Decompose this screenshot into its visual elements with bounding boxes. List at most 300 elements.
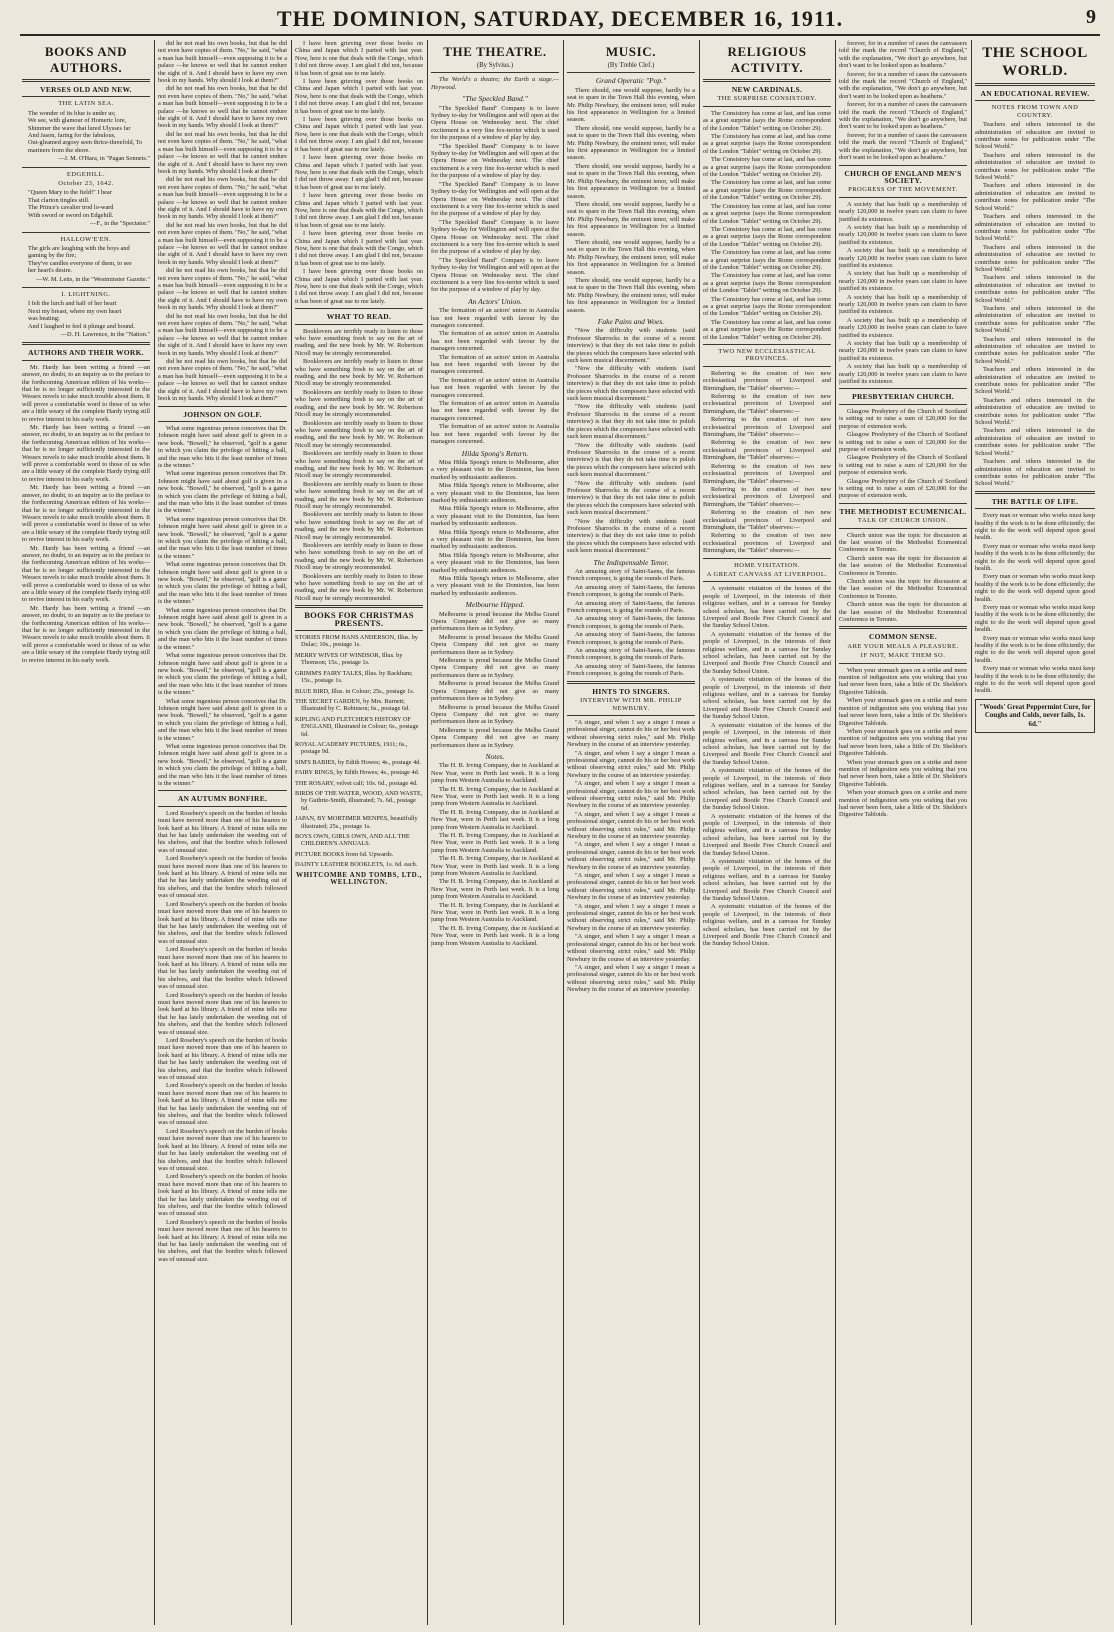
article-text: Booklovers are terribly ready to listen to those who have something fresh to say on the art of reading, and the new book by Mr. W. Robertson Nicoll may be strongly recommended. [295, 480, 423, 510]
poem-title: HALLOW'E'EN. [60, 235, 112, 243]
article-text: Teachers and others interested in the administration of education are invited to contribute notes for publication under "The School World." [975, 182, 1095, 212]
article-text: Teachers and others interested in the administration of education are invited to contribute notes for publication under "The School World." [975, 427, 1095, 457]
poem-line: The Prince's cavalier trod lo-ward [28, 204, 114, 212]
article-text: When your stomach goes on a strike and mere mention of indigestion sets you wishing that you had never been born, take a little of Dr. Sheldon's Digestive Tabloids. [839, 727, 967, 758]
poem-line: That clarion tingles still. [28, 196, 90, 204]
column-books-and-authors [22, 40, 150, 1625]
poem-date: October 23, 1642. [58, 180, 114, 188]
section-title: JOHNSON ON GOLF. [183, 409, 262, 419]
article-text: Booklovers are terribly ready to listen to those who have something fresh to say on the art of reading, and the new book by Mr. W. Robertson Nicoll may be strongly recommended. [295, 542, 423, 572]
section-title: MUSIC. [605, 44, 657, 59]
divider [22, 96, 150, 97]
subheading: ARE YOUR MEALS A PLEASURE. [847, 642, 959, 650]
divider [839, 165, 967, 166]
article-text: Mr. Hardy has been writing a friend —an answer, no doubt, to an inquiry as to the preface to the forthcoming American edition of his works—that he is no longer sufficiently interested in the Wessex novels to take much trouble about them. It will prove a comfortable word to those of us who are a little weary of the complete Hardy trying still to revive interest in his early work. [22, 544, 150, 604]
article-text: Melbourne is proud because the Melba Grand Opera Company did not give so many performances there as in Sydney. [431, 657, 559, 679]
divider [975, 83, 1095, 86]
article-text: There should, one would suppose, hardly be a seat to spare in the Town Hall this evening, when Mr. Philip Newbury, the eminent tenor, will make his first appearance in Wellington for a limited season. [567, 200, 695, 238]
list-item: BOYS OWN, GIRLS OWN, AND ALL THE CHILDREN'S ANNUALS. [295, 833, 410, 848]
article-text: What some ingenious person conceives that Dr. Johnson might have said about golf is given in a new book. "Bowell," he observed, "golf is a game in which you claim the privilege of hitting a ball, and the man who hits it the least number of times is the winner." [158, 652, 287, 697]
subheading: THE SURPRISE CONSISTORY. [717, 95, 817, 103]
subheading: Melbourne Hipped. [465, 600, 525, 610]
subheading: Grand Operatic "Pop." [595, 76, 667, 86]
article-text: "A singer, and when I say a singer I mean a professional singer, cannot do his or her best work without observing strict rules," said Mr. Philip Newbury in the course of an interview yesterday. [567, 749, 695, 779]
poem-title: EDGEHILL. [66, 170, 106, 178]
advertisement: "Woods' Great Peppermint Cure, for Coughs and Colds, never fails, 1s. 6d." [975, 699, 1095, 733]
article-text: What some ingenious person conceives that Dr. Johnson might have said about golf is given in a new book. "Bowell," he observed, "golf is a game in which you claim the privilege of hitting a ball, and the man who hits it the least number of times is the winner." [158, 424, 287, 469]
article-text: The H. B. Irving Company, due in Auckland at New Year, were in Perth last week. It is a long jump from Western Australia to Auckland. [431, 762, 559, 785]
article-text: "A singer, and when I say a singer I mean a professional singer, cannot do his or her best work without observing strict rules," said Mr. Philip Newbury in the course of an interview yesterday. [567, 933, 695, 963]
article-text: Every man or woman who works must keep healthy if the work is to be done efficiently; the night to do the work will depend upon good health. [975, 665, 1095, 695]
subsection-title: NEW CARDINALS. [731, 85, 803, 94]
article-text: A society that has built up a membership of nearly 120,000 in twelve years can claim to have justified its existence. [839, 247, 967, 269]
article-text: I have been grieving over those books on China and Japan which I parted with last year. Now, here is one that deals with the Congo, which I did not throw away. I am glad I did not, because it has been of great use to me lately. [295, 192, 423, 229]
article-text: Every man or woman who works must keep healthy if the work is to be done efficiently; the night to do the work will depend upon good health. [975, 573, 1095, 603]
poem-line: With sword or sword on Edgehill. [28, 211, 114, 219]
divider [22, 360, 150, 361]
article-text: did he not read his own books, but that he did not even have copies of them. "No," he said, "what a man has built himself—even supposing it to be a palace —he knows so well that he cannot endure the sight of it. And I should have to have my own book in my hands. Why should I look at them?" [158, 312, 287, 357]
article-text: Melbourne is proud because the Melba Grand Opera Company did not give so many performances there as in Sydney. [431, 610, 559, 633]
subheading: Notes. [485, 751, 505, 761]
article-text: When your stomach goes on a strike and mere mention of indigestion sets you wishing that you had never been born, take a little of Dr. Sheldon's Digestive Tabloids. [839, 666, 967, 696]
article-text: "Now the difficulty with students (said Professor Sharrocks in the course of a recent interview) is that they do not take time to polish the pieces which the composers have selected with such keen musical discernment." [567, 441, 695, 479]
article-text: A society that has built up a membership of nearly 120,000 in twelve years can claim to have justified its existence. [839, 363, 967, 386]
divider [295, 324, 423, 325]
article-text: Booklovers are terribly ready to listen to those who have something fresh to say on the art of reading, and the new book by Mr. W. Robertson Nicoll may be strongly recommended. [295, 327, 423, 357]
column-rule [835, 40, 836, 1625]
article-text: Teachers and others interested in the administration of education are invited to contribute notes for publication under "The School World." [975, 151, 1095, 182]
article-text: Melbourne is proud because the Melba Grand Opera Company did not give so many performances there as in Sydney. [431, 726, 559, 749]
article-text: "A singer, and when I say a singer I mean a professional singer, cannot do his or her best work without observing strict rules," said Mr. Philip Newbury in the course of an interview yesterday. [567, 902, 695, 932]
poem-line: Next my breast, where my own heart [28, 307, 122, 315]
article-text: "Now the difficulty with students (said Professor Sharrocks in the course of a recent interview) is that they do not take time to polish the pieces which the composers have selected with such keen musical discernment." [567, 479, 695, 517]
article-text: Miss Hilda Spong's return to Melbourne, after a very pleasant visit to the Dominion, has been marked by enthusiastic audiences. [431, 482, 559, 504]
divider [295, 605, 423, 608]
article-text: The formation of an actors' union in Australia has not been regarded with favour by the managers concerned. [431, 376, 559, 399]
poem-line: her heart's desire. [28, 267, 72, 275]
divider [158, 406, 287, 407]
article-text: The Consistory has come at last, and has come as a great surprise (says the Rome correspondent of the London "Tablet" writing on October 29). [703, 225, 831, 248]
article-text: The Consistory has come at last, and has come as a great surprise (says the Rome correspondent of the London "Tablet" writing on October 29). [703, 109, 831, 132]
article-text: A society that has built up a membership of nearly 120,000 in twelve years can claim to have justified its existence. [839, 316, 967, 339]
article-text: The Consistory has come at last, and has come as a great surprise (says the Rome correspondent of the London "Tablet" writing on October 29). [703, 202, 831, 225]
article-text: The H. B. Irving Company, due in Auckland at New Year, were in Perth last week. It is a long jump from Western Australia to Auckland. [431, 901, 559, 924]
article-text: A systematic visitation of the homes of the people of Liverpool, in the interests of their religious welfare, and in a canvass for Sunday school scholars, has been carried out by the Liverpool and Bootle Free Church Council and the Sunday School Union. [703, 903, 831, 948]
article-text: Teachers and others interested in the administration of education are invited to contribute notes for publication under "The School World." [975, 396, 1095, 427]
article-text: forever, for in a number of cases the canvassers told the mark the record "Church of England," with the explanation, "We don't go anywhere, but don't want to be looked upon as heathens." [839, 70, 967, 100]
list-item: BLUE BIRD, Illus. in Colour; 25s., postage 1s. [295, 687, 415, 695]
column-books-continued [158, 40, 287, 1625]
article-text: Every man or woman who works must keep healthy if the work is to be done efficiently; the night to do the work will depend upon good health. [975, 604, 1095, 634]
article-text: Referring to the creation of two new ecclesiastical provinces of Liverpool and Birmingham, the "Tablet" observes:— [703, 369, 831, 392]
list-item: JAPAN, BY MORTIMER MENPES, beautifully illustrated; 25s., postage 1s. [295, 815, 418, 830]
article-text: A society that has built up a membership of nearly 120,000 in twelve years can claim to have justified its existence. [839, 200, 967, 223]
article-text: The Consistory has come at last, and has come as a great surprise (says the Rome correspondent of the London "Tablet" writing on October 29). [703, 133, 831, 155]
article-text: The H. B. Irving Company, due in Auckland at New Year, were in Perth last week. It is a long jump from Western Australia to Auckland. [431, 855, 559, 878]
page-number: 9 [1086, 6, 1096, 28]
article-text: Teachers and others interested in the administration of education are invited to contribute notes for publication under "The School World." [975, 304, 1095, 335]
article-text: An amusing story of Saint-Saens, the famous French composer, is going the rounds of Paris. [567, 647, 695, 662]
divider [839, 197, 967, 198]
article-text: The H. B. Irving Company, due in Auckland at New Year, were in Perth last week. It is a long jump from Western Australia to Auckland. [431, 924, 559, 947]
list-item: STORIES FROM HANS ANDERSON, Illus. by Dulac; 10s., postage 1s. [295, 634, 418, 649]
article-text: A systematic visitation of the homes of the people of Liverpool, in the interests of their religious welfare, and in a canvass for Sunday school scholars, has been carried out by the Liverpool and Bootle Free Church Council and the Sunday School Union. [703, 767, 831, 812]
article-text: Teachers and others interested in the administration of education are invited to contribute notes for publication under "The School World." [975, 121, 1095, 151]
article-text: The Consistory has come at last, and has come as a great surprise (says the Rome correspondent of the London "Tablet" writing on October 29). [703, 272, 831, 295]
article-text: Teachers and others interested in the administration of education are invited to contribute notes for publication under "The School World." [975, 458, 1095, 488]
article-text: "Now the difficulty with students (said Professor Sharrocks in the course of a recent interview) is that they do not take time to polish the pieces which the composers have selected with such keen musical discernment." [567, 517, 695, 555]
poem [22, 291, 150, 338]
article-text: The Consistory has come at last, and has come as a great surprise (says the Rome correspondent of the London "Tablet" writing on October 29). [703, 249, 831, 271]
list-item: THE SECRET GARDEN, by Mrs. Burnett; Illustrated by C. Robinson; 6s., postage 6d. [295, 697, 410, 713]
poem-line: The wonder of its blue is under us; [28, 109, 116, 117]
article-text: I have been grieving over those books on China and Japan which I parted with last year. Now, here is one that deals with the Congo, which I did not throw away. I am glad I did not, because it has been of great use to me lately. [295, 230, 423, 267]
article-text: Church union was the topic for discussion at the last session of the Methodist Ecumenical Conference in Toronto. [839, 601, 967, 624]
poem [22, 236, 150, 283]
divider [703, 344, 831, 345]
poem-attribution: —J. M. O'Hara, in "Pagan Sonnets." [58, 155, 150, 163]
subheading: HOME VISITATION. [734, 561, 800, 569]
article-text: Glasgow Presbytery of the Church of Scotland is setting out to raise a sum of £20,000 for the purpose of extension work. [839, 477, 967, 500]
divider [839, 404, 967, 405]
article-text: Miss Hilda Spong's return to Melbourne, after a very pleasant visit to the Dominion, has been marked by enthusiastic audiences. [431, 575, 559, 597]
divider [567, 681, 695, 684]
article-text: There should, one would suppose, hardly be a seat to spare in the Town Hall this evening, when Mr. Philip Newbury, the eminent tenor, will make his first appearance in Wellington for a limited season. [567, 124, 695, 162]
article-text: forever, for in a number of cases the canvassers told the mark the record "Church of England," with the explanation, "We don't go anywhere, but don't want to be looked upon as heathens." [839, 101, 967, 131]
article-text: "Now the difficulty with students (said Professor Sharrocks in the course of a recent interview) is that they do not take time to polish the pieces which the composers have selected with such keen musical discernment." [567, 403, 695, 441]
subheading: TWO NEW ECCLESIASTICAL PROVINCES. [718, 348, 816, 363]
divider [975, 508, 1095, 509]
section-title: RELIGIOUS ACTIVITY. [727, 44, 807, 75]
article-text: What some ingenious person conceives that Dr. Johnson might have said about golf is given in a new book. "Bowell," he observed, "golf is a game in which you claim the privilege of hitting a ball, and the man who hits it the least number of times is the winner." [158, 561, 287, 606]
article-text: A systematic visitation of the homes of the people of Liverpool, in the interests of their religious welfare, and in a canvass for Sunday school scholars, has been carried out by the Liverpool and Bootle Free Church Council and the Sunday School Union. [703, 812, 831, 857]
subheading: Fake Pains and Woes. [597, 317, 665, 326]
article-text: There should, one would suppose, hardly be a seat to spare in the Town Hall this evening, when Mr. Philip Newbury, the eminent tenor, will make his first appearance in Wellington for a limited season. [567, 276, 695, 314]
article-text: When your stomach goes on a strike and mere mention of indigestion sets you wishing that you had never been born, take a little of Dr. Sheldon's Digestive Tabloids. [839, 758, 967, 788]
article-text: did he not read his own books, but that he did not even have copies of them. "No," he said, "what a man has built himself—even supposing it to be a palace —he knows so well that he cannot endure the sight of it. And I should have to have my own book in my hands. Why should I look at them?" [158, 221, 287, 266]
divider [839, 528, 967, 529]
article-text: Mr. Hardy has been writing a friend —an answer, no doubt, to an inquiry as to the preface to the forthcoming American edition of his works—that he is no longer sufficiently interested in the Wessex novels to take much trouble about them. It will prove a comfortable word to those of us who are a little weary of the complete Hardy trying still to revive interest in his early work. [22, 604, 150, 664]
article-text: "Now the difficulty with students (said Professor Sharrocks in the course of a recent interview) is that they do not take time to polish the pieces which the composers have selected with such keen musical discernment." [567, 365, 695, 403]
article-text: An amusing story of Saint-Saens, the famous French composer, is going the rounds of Paris. [567, 568, 695, 583]
article-text: "A singer, and when I say a singer I mean a professional singer, cannot do his or her best work without observing strict rules," said Mr. Philip Newbury in the course of an interview yesterday. [567, 872, 695, 902]
article-text: Teachers and others interested in the administration of education are invited to contribute notes for publication under "The School World." [975, 366, 1095, 396]
subheading: TALK OF CHURCH UNION. [857, 517, 949, 525]
article-text: The formation of an actors' union in Australia has not been regarded with favour by the managers concerned. [431, 400, 559, 422]
section-title: AN AUTUMN BONFIRE. [177, 794, 268, 804]
article-text: Melbourne is proud because the Melba Grand Opera Company did not give so many performances there as in Sydney. [431, 633, 559, 656]
article-text: Lord Rosebery's speech on the burden of books must have moved more than one of his hearers to look hard at his library. A friend of mine tells me that he has lately undertaken the weeding out of his shelves, and that the bonfire which followed was of unusual size. [158, 991, 287, 1036]
poem-line: They've candles everyone of them, to see [28, 259, 132, 267]
advertiser-name: WHITCOMBE AND TOMBS, LTD., WELLINGTON. [296, 870, 422, 887]
article-text: Lord Rosebery's speech on the burden of books must have moved more than one of his hearers to look hard at his library. A friend of mine tells me that he has lately undertaken the weeding out of his shelves, and that the bonfire which followed was of unusual size. [158, 946, 287, 991]
article-text: Booklovers are terribly ready to listen to those who have something fresh to say on the art of reading, and the new book by Mr. W. Robertson Nicoll may be strongly recommended. [295, 572, 423, 602]
poem-line: Shimmer the wave that lured Ulysses far [28, 124, 131, 132]
section-title: CHURCH OF ENGLAND MEN'S SOCIETY. [844, 168, 962, 185]
article-text: Teachers and others interested in the administration of education are invited to contribute notes for publication under "The School World." [975, 213, 1095, 243]
poem-attribution: —W. M. Letts, in the "Westminster Gazette." [36, 275, 150, 283]
article-text: Glasgow Presbytery of the Church of Scotland is setting out to raise a sum of £20,000 for the purpose of extension work. [839, 431, 967, 453]
article-text: I have been grieving over those books on China and Japan which I parted with last year. Now, here is one that deals with the Congo, which I did not throw away. I am glad I did not, because it has been of great use to me lately. [295, 154, 423, 191]
poem-title: I. LIGHTNING. [61, 290, 111, 298]
subheading: INTERVIEW WITH MR. PHILIP NEWBURY. [580, 697, 682, 712]
list-item: MERRY WIVES OF WINDSOR, Illus. by Thomson; 15s., postage 1s. [295, 651, 403, 667]
section-title: THE THEATRE. [443, 44, 547, 59]
article-text: The H. B. Irving Company, due in Auckland at New Year, were in Perth last week. It is a long jump from Western Australia to Auckland. [431, 832, 559, 854]
article-text: Every man or woman who works must keep healthy if the work is to be done efficiently; the night to do the work will depend upon good health. [975, 512, 1095, 542]
divider [22, 79, 150, 82]
article-text: Miss Hilda Spong's return to Melbourne, after a very pleasant visit to the Dominion, has been marked by enthusiastic audiences. [431, 458, 559, 481]
article-text: I have been grieving over those books on China and Japan which I parted with last year. Now, here is one that deals with the Congo, which I did not throw away. I am glad I did not, because it has been of great use to me lately. [295, 116, 423, 153]
article-text: did he not read his own books, but that he did not even have copies of them. "No," he said, "what a man has built himself—even supposing it to be a palace —he knows so well that he cannot endure the sight of it. And I should have to have my own book in my hands. Why should I look at them?" [158, 176, 287, 221]
column-what-to-read [295, 40, 423, 1625]
article-text: "A singer, and when I say a singer I mean a professional singer, cannot do his or her best work without observing strict rules," said Mr. Philip Newbury in the course of an interview yesterday. [567, 780, 695, 810]
article-text: Booklovers are terribly ready to listen to those who have something fresh to say on the art of reading, and the new book by Mr. W. Robertson Nicoll may be strongly recommended. [295, 358, 423, 388]
list-item: GRIMM'S FAIRY TALES, Illus. by Rackham; 15s., postage 1s. [295, 669, 413, 685]
article-text: There should, one would suppose, hardly be a seat to spare in the Town Hall this evening, when Mr. Philip Newbury, the eminent tenor, will make his first appearance in Wellington for a limited season. [567, 238, 695, 276]
section-title: BOOKS AND AUTHORS. [44, 44, 128, 75]
column-theatre [431, 40, 559, 1625]
article-text: Booklovers are terribly ready to listen to those who have something fresh to say on the art of reading, and the new book by Mr. W. Robertson Nicoll may be strongly recommended. [295, 419, 423, 449]
divider [567, 715, 695, 716]
article-text: Melbourne is proud because the Melba Grand Opera Company did not give so many performances there as in Sydney. [431, 703, 559, 726]
article-text: Lord Rosebery's speech on the burden of books must have moved more than one of his hearers to look hard at his library. A friend of mine tells me that he has lately undertaken the weeding out of his shelves, and that the bonfire which followed was of unusual size. [158, 1218, 287, 1263]
article-text: did he not read his own books, but that he did not even have copies of them. "No," he said, "what a man has built himself—even supposing it to be a palace —he knows so well that he cannot endure the sight of it. And I should have to have my own book in my hands. Why should I look at them?" [158, 267, 287, 312]
article-text: Booklovers are terribly ready to listen to those who have something fresh to say on the art of reading, and the new book by Mr. W. Robertson Nicoll may be strongly recommended. [295, 511, 423, 541]
article-text: "Now the difficulty with students (said Professor Sharrocks in the course of a recent interview) is that they do not take time to polish the pieces which the composers have selected with such keen musical discernment." [567, 327, 695, 365]
article-text: Referring to the creation of two new ecclesiastical provinces of Liverpool and Birmingham, the "Tablet" observes:— [703, 416, 831, 439]
section-title: HINTS TO SINGERS. [592, 686, 670, 696]
subsection-title: VERSES OLD AND NEW. [40, 85, 132, 94]
article-text: I have been grieving over those books on China and Japan which I parted with last year. Now, here is one that deals with the Congo, which I did not throw away. I am glad I did not, because it has been of great use to me lately. [295, 40, 423, 77]
article-text: When your stomach goes on a strike and mere mention of indigestion sets you wishing that you had never been born, take a little of Dr. Sheldon's Digestive Tabloids. [839, 697, 967, 727]
article-text: The Consistory has come at last, and has come as a great surprise (says the Rome correspondent of the London "Tablet" writing on October 29). [703, 156, 831, 179]
column-rule [971, 40, 972, 1625]
article-text: There should, one would suppose, hardly be a seat to spare in the Town Hall this evening, when Mr. Philip Newbury, the eminent tenor, will make his first appearance in Wellington for a limited season. [567, 86, 695, 124]
article-text: Teachers and others interested in the administration of education are invited to contribute notes for publication under "The School World." [975, 335, 1095, 365]
article-text: The H. B. Irving Company, due in Auckland at New Year, were in Perth last week. It is a long jump from Western Australia to Auckland. [431, 808, 559, 831]
subheading: A GREAT CANVASS AT LIVERPOOL. [706, 570, 828, 578]
subheading: IF NOT, MAKE THEM SO. [860, 652, 946, 660]
article-text: Mr. Hardy has been writing a friend —an answer, no doubt, to an inquiry as to the preface to the forthcoming American edition of his works—that he is no longer sufficiently interested in the Wessex novels to take much trouble about them. It will prove a comfortable word to those of us who are a little weary of the complete Hardy trying still to revive interest in his early work. [22, 424, 150, 483]
article-text: did he not read his own books, but that he did not even have copies of them. "No," he said, "what a man has built himself—even supposing it to be a palace —he knows so well that he cannot endure the sight of it. And I should have to have my own book in my hands. Why should I look at them?" [158, 130, 287, 175]
article-text: Teachers and others interested in the administration of education are invited to contribute notes for publication under "The School World." [975, 243, 1095, 273]
divider [22, 287, 150, 288]
poem-line: And Jason, faring for the fabulous, [28, 132, 116, 140]
article-text: Lord Rosebery's speech on the burden of books must have moved more than one of his hearers to look hard at his library. A friend of mine tells me that he has lately undertaken the weeding out of his shelves, and that the bonfire which followed was of unusual size. [158, 855, 287, 900]
article-text: An amusing story of Saint-Saens, the famous French composer, is going the rounds of Paris. [567, 662, 695, 678]
article-text: Melbourne is proud because the Melba Grand Opera Company did not give so many performances there as in Sydney. [431, 680, 559, 703]
divider [839, 626, 967, 629]
divider [22, 167, 150, 168]
section-title: THE SCHOOL WORLD. [982, 45, 1088, 79]
article-text: A systematic visitation of the homes of the people of Liverpool, in the interests of their religious welfare, and in a canvass for Sunday school scholars, has been carried out by the Liverpool and Bootle Free Church Council and the Sunday School Union. [703, 585, 831, 630]
article-text: What some ingenious person conceives that Dr. Johnson might have said about golf is given in a new book. "Bowell," he observed, "golf is a game in which you claim the privilege of hitting a ball, and the man who hits it the least number of times is the winner." [158, 606, 287, 651]
divider [703, 366, 831, 367]
article-text: An amusing story of Saint-Saens, the famous French composer, is going the rounds of Paris. [567, 583, 695, 599]
divider [158, 790, 287, 791]
list-item: SIM'S BABIES, by Edith Howes; 4s., postage 4d. [295, 758, 421, 766]
article-text: Lord Rosebery's speech on the burden of books must have moved more than one of his hearers to look hard at his library. A friend of mine tells me that he has lately undertaken the weeding out of his shelves, and that the bonfire which followed was of unusual size. [158, 1127, 287, 1172]
article-text: An amusing story of Saint-Saens, the famous French composer, is going the rounds of Paris. [567, 615, 695, 630]
poem-attribution: —F., in the "Spectator." [90, 220, 150, 228]
column-rule [563, 40, 564, 1625]
article-text: The formation of an actors' union in Australia has not been regarded with favour by the managers concerned. [431, 330, 559, 353]
article-text: "A singer, and when I say a singer I mean a professional singer, cannot do his or her best work without observing strict rules," said Mr. Philip Newbury in the course of an interview yesterday. [567, 841, 695, 871]
divider [839, 663, 967, 664]
article-text: Lord Rosebery's speech on the burden of books must have moved more than one of his hearers to look hard at his library. A friend of mine tells me that he has lately undertaken the weeding out of his shelves, and that the bonfire which followed was of unusual size. [158, 1037, 287, 1082]
article-text: An amusing story of Saint-Saens, the famous French composer, is going the rounds of Paris. [567, 631, 695, 646]
list-item: FAIRY RINGS, by Edith Howes; 4s., postage 4d. [295, 769, 420, 777]
poem-line: gaming by the fire; [28, 252, 77, 260]
article-text: A systematic visitation of the homes of the people of Liverpool, in the interests of their religious welfare, and in a canvass for Sunday school scholars, has been carried out by the Liverpool and Bootle Free Church Council and the Sunday School Union. [703, 630, 831, 675]
subheading: NOTES FROM TOWN AND COUNTRY. [991, 104, 1079, 119]
poem [22, 171, 150, 228]
poem-line: "Queen Mary to the field!" I hear [28, 189, 112, 197]
article-text: There should, one would suppose, hardly be a seat to spare in the Town Hall this evening, when Mr. Philip Newbury, the eminent tenor, will make his first appearance in Wellington for a limited season. [567, 162, 695, 200]
advert-title: BOOKS FOR CHRISTMAS PRESENTS. [304, 610, 414, 628]
section-title: THE BATTLE OF LIFE. [991, 496, 1079, 506]
poem-line: And I laughed to feel it plunge and bound. [28, 322, 135, 330]
subheading: An Actors' Union. [468, 296, 522, 306]
article-text: I have been grieving over those books on China and Japan which I parted with last year. Now, here is one that deals with the Congo, which I did not throw away. I am glad I did not, because it has been of great use to me lately. [295, 78, 423, 115]
article-text: The formation of an actors' union in Australia has not been regarded with favour by the managers concerned. [431, 353, 559, 376]
article-text: Glasgow Presbytery of the Church of Scotland is setting out to raise a sum of £20,000 for the purpose of extension work. [839, 407, 967, 430]
article-text: "A singer, and when I say a singer I mean a professional singer, cannot do his or her best work without observing strict rules," said Mr. Philip Newbury in the course of an interview yesterday. [567, 963, 695, 994]
article-text: What some ingenious person conceives that Dr. Johnson might have said about golf is given in a new book. "Bowell," he observed, "golf is a game in which you claim the privilege of hitting a ball, and the man who hits it the least number of times is the winner." [158, 742, 287, 787]
article-text: Church union was the topic for discussion at the last session of the Methodist Ecumenical Conference in Toronto. [839, 531, 967, 554]
column-religious-activity [703, 40, 831, 1625]
article-text: Referring to the creation of two new ecclesiastical provinces of Liverpool and Birmingham, the "Tablet" observes:— [703, 485, 831, 508]
divider [158, 421, 287, 422]
divider [158, 806, 287, 807]
divider [295, 630, 423, 631]
article-text: Lord Rosebery's speech on the burden of books must have moved more than one of his hearers to look hard at his library. A friend of mine tells me that he has lately undertaken the weeding out of his shelves, and that the bonfire which followed was of unusual size. [158, 900, 287, 945]
divider [703, 581, 831, 582]
newspaper-title: THE DOMINION, SATURDAY, DECEMBER 16, 1911. [276, 6, 844, 31]
article-text: Mr. Hardy has been writing a friend —an answer, no doubt, to an inquiry as to the preface to the forthcoming American edition of his works—that he is no longer sufficiently interested in the Wessex novels to take much trouble about them. It will prove a comfortable word to those of us who are a little weary of the complete Hardy trying still to revive interest in his early work. [22, 484, 150, 544]
poem-line: was beating; [28, 315, 60, 323]
list-item: ROYAL ACADEMY PICTURES, 1911; 6s., postage 9d. [295, 740, 408, 756]
article-text: Referring to the creation of two new ecclesiastical provinces of Liverpool and Birmingham, the "Tablet" observes:— [703, 393, 831, 415]
divider [703, 79, 831, 82]
article-text: Referring to the creation of two new ecclesiastical provinces of Liverpool and Birmingham, the "Tablet" observes:— [703, 462, 831, 485]
subheading: "The Speckled Band." [462, 94, 528, 104]
divider [703, 106, 831, 107]
article-text: When your stomach goes on a strike and mere mention of indigestion sets you wishing that you had never been born, take a little of Dr. Sheldon's Digestive Tabloids. [839, 789, 967, 819]
article-text: What some ingenious person conceives that Dr. Johnson might have said about golf is given in a new book. "Bowell," he observed, "golf is a game in which you claim the privilege of hitting a ball, and the man who hits it the least number of times is the winner." [158, 515, 287, 560]
subheading: PROGRESS OF THE MOVEMENT. [848, 186, 958, 194]
article-text: What some ingenious person conceives that Dr. Johnson might have said about golf is given in a new book. "Bowell," he observed, "golf is a game in which you claim the privilege of hitting a ball, and the man who hits it the least number of times is the winner." [158, 697, 287, 742]
article-text: "The Speckled Band" Company is to leave Sydney to-day for Wellington and will open at the Opera House on Wednesday next. The chief excitement is a very fine fox-terrier which is used for the purpose of a window of play by day. [431, 256, 559, 294]
article-text: What some ingenious person conceives that Dr. Johnson might have said about golf is given in a new book. "Bowell," he observed, "golf is a game in which you claim the privilege of hitting a ball, and the man who hits it the least number of times is the winner." [158, 470, 287, 515]
section-title: WHAT TO READ. [326, 312, 392, 322]
poem-line: Out-gleamed argosy seen thrice-threefold, To mariners from the shore. [28, 139, 143, 154]
article-text: A society that has built up a membership of nearly 120,000 in twelve years can claim to have justified its existence. [839, 223, 967, 246]
article-text: did he not read his own books, but that he did not even have copies of them. "No," he said, "what a man has built himself—even supposing it to be a palace —he knows so well that he cannot endure the sight of it. And I should have to have my own book in my hands. Why should I look at them?" [158, 358, 287, 403]
divider [839, 503, 967, 504]
list-item: DAINTY LEATHER BOOKLETS, 1s. 6d. each. [295, 861, 418, 869]
article-text: Referring to the creation of two new ecclesiastical provinces of Liverpool and Birmingham, the "Tablet" observes:— [703, 509, 831, 531]
divider [431, 72, 559, 73]
article-text: Lord Rosebery's speech on the burden of books must have moved more than one of his hearers to look hard at his library. A friend of mine tells me that he has lately undertaken the weeding out of his shelves, and that the bonfire which followed was of unusual size. [158, 1082, 287, 1127]
article-text: Miss Hilda Spong's return to Melbourne, after a very pleasant visit to the Dominion, has been marked by enthusiastic audiences. [431, 551, 559, 574]
article-text: A systematic visitation of the homes of the people of Liverpool, in the interests of their religious welfare, and in a canvass for Sunday school scholars, has been carried out by the Liverpool and Bootle Free Church Council and the Sunday School Union. [703, 721, 831, 766]
column-rule [427, 40, 428, 1625]
divider [839, 388, 967, 389]
article-text: Booklovers are terribly ready to listen to those who have something fresh to say on the art of reading, and the new book by Mr. W. Robertson Nicoll may be strongly recommended. [295, 450, 423, 480]
article-text: Every man or woman who works must keep healthy if the work is to be done efficiently; the night to do the work will depend upon good health. [975, 542, 1095, 572]
article-text: The Consistory has come at last, and has come as a great surprise (says the Rome correspondent of the London "Tablet" writing on October 29). [703, 318, 831, 341]
list-item: PICTURE BOOKS from 6d. Upwards. [295, 850, 394, 858]
article-text: The H. B. Irving Company, due in Auckland at New Year, were in Perth last week. It is a long jump from Western Australia to Auckland. [431, 878, 559, 901]
article-text: Miss Hilda Spong's return to Melbourne, after a very pleasant visit to the Dominion, has been marked by enthusiastic audiences. [431, 505, 559, 528]
article-text: forever, for in a number of cases the canvassers told the mark the record "Church of England," with the explanation, "We don't go anywhere, but don't want to be looked upon as heathens." [839, 40, 967, 70]
subheading: Hilda Spong's Return. [461, 448, 529, 458]
article-text: The Consistory has come at last, and has come as a great surprise (says the Rome correspondent of the London "Tablet" writing on October 29). [703, 179, 831, 202]
article-text: A society that has built up a membership of nearly 120,000 in twelve years can claim to have justified its existence. [839, 340, 967, 362]
masthead [20, 4, 1100, 36]
article-text: The formation of an actors' union in Australia has not been regarded with favour by the managers concerned. [431, 423, 559, 446]
column-church-news [839, 40, 967, 1625]
column-rule [154, 40, 155, 1625]
column-music [567, 40, 695, 1625]
article-text: Teachers and others interested in the administration of education are invited to contribute notes for publication under "The School World." [975, 274, 1095, 304]
article-text: A society that has built up a membership of nearly 120,000 in twelve years can claim to have justified its existence. [839, 270, 967, 293]
poem-title: THE LATIN SEA. [58, 100, 114, 108]
poem-line: We see, with glamour of Homeric lore, [28, 117, 127, 125]
article-text: did he not read his own books, but that he did not even have copies of them. "No," he said, "what a man has built himself—even supposing it to be a palace —he knows so well that he cannot endure the sight of it. And I should have to have my own book in my hands. Why should I look at them?" [158, 85, 287, 130]
article-text: A systematic visitation of the homes of the people of Liverpool, in the interests of their religious welfare, and in a canvass for Sunday school scholars, has been carried out by the Liverpool and Bootle Free Church Council and the Sunday School Union. [703, 676, 831, 721]
list-item: THE ROSARY, velvet calf; 10s. 6d., postage 4d. [295, 779, 418, 787]
article-text: Referring to the creation of two new ecclesiastical provinces of Liverpool and Birmingham, the "Tablet" observes:— [703, 439, 831, 462]
poem-attribution: —D. H. Lawrence, in the "Nation." [60, 330, 150, 338]
article-text: "A singer, and when I say a singer I mean a professional singer, cannot do his or her best work without observing strict rules," said Mr. Philip Newbury in the course of an interview yesterday. [567, 810, 695, 840]
divider [22, 232, 150, 233]
section-title: COMMON SENSE. [868, 632, 938, 642]
divider [703, 558, 831, 559]
column-school-world [975, 40, 1095, 1625]
column-rule [699, 40, 700, 1625]
article-text: "The Speckled Band" Company is to leave Sydney to-day for Wellington and will open at the Opera House on Wednesday next. The chief excitement is a very fine fox-terrier which is used for the purpose of a window of play by day. [431, 104, 559, 142]
byline: (By Sylvius.) [476, 62, 514, 69]
section-title: PRESBYTERIAN CHURCH. [852, 392, 954, 402]
article-text: A society that has built up a membership of nearly 120,000 in twelve years can claim to have justified its existence. [839, 293, 967, 316]
article-text: Referring to the creation of two new ecclesiastical provinces of Liverpool and Birmingham, the "Tablet" observes:— [703, 532, 831, 555]
byline: (By Treble Clef.) [607, 62, 655, 69]
divider [975, 491, 1095, 494]
article-text: An amusing story of Saint-Saens, the famous French composer, is going the rounds of Paris. [567, 599, 695, 615]
poem-line: I felt the lurch and half of her heart [28, 300, 117, 308]
book-list [295, 634, 423, 869]
column-rule [291, 40, 292, 1625]
article-text: Glasgow Presbytery of the Church of Scotland is setting out to raise a sum of £20,000 for the purpose of extension work. [839, 454, 967, 477]
article-text: "A singer, and when I say a singer I mean a professional singer, cannot do his or her best work without observing strict rules," said Mr. Philip Newbury in the course of an interview yesterday. [567, 718, 695, 749]
divider [567, 72, 695, 73]
section-title: AUTHORS AND THEIR WORK. [28, 348, 144, 358]
article-text: Church union was the topic for discussion at the last session of the Methodist Ecumenical Conference in Toronto. [839, 554, 967, 577]
subsection-title: AN EDUCATIONAL REVIEW. [980, 89, 1090, 98]
article-text: Mr. Hardy has been writing a friend —an answer, no doubt, to an inquiry as to the preface to the forthcoming American edition of his works—that he is no longer sufficiently interested in the Wessex novels to take much trouble about them. It will prove a comfortable word to those of us who are a little weary of the complete Hardy trying still to revive interest in his early work. [22, 363, 150, 423]
list-item: KIPLING AND FLETCHER'S HISTORY OF ENGLAND, Illustrated in Colour; 6s., postage 6d. [295, 715, 419, 738]
section-title: THE METHODIST ECUMENICAL. [839, 506, 967, 516]
article-text: Lord Rosebery's speech on the burden of books must have moved more than one of his hearers to look hard at his library. A friend of mine tells me that he has lately undertaken the weeding out of his shelves, and that the bonfire which followed was of unusual size. [158, 809, 287, 854]
divider [295, 308, 423, 309]
epigraph: The World's a theatre; the Earth a stage.—Heywood. [431, 76, 559, 91]
divider [975, 100, 1095, 101]
article-text: Church union was the topic for discussion at the last session of the Methodist Ecumenical Conference in Toronto. [839, 578, 967, 600]
divider [22, 342, 150, 345]
